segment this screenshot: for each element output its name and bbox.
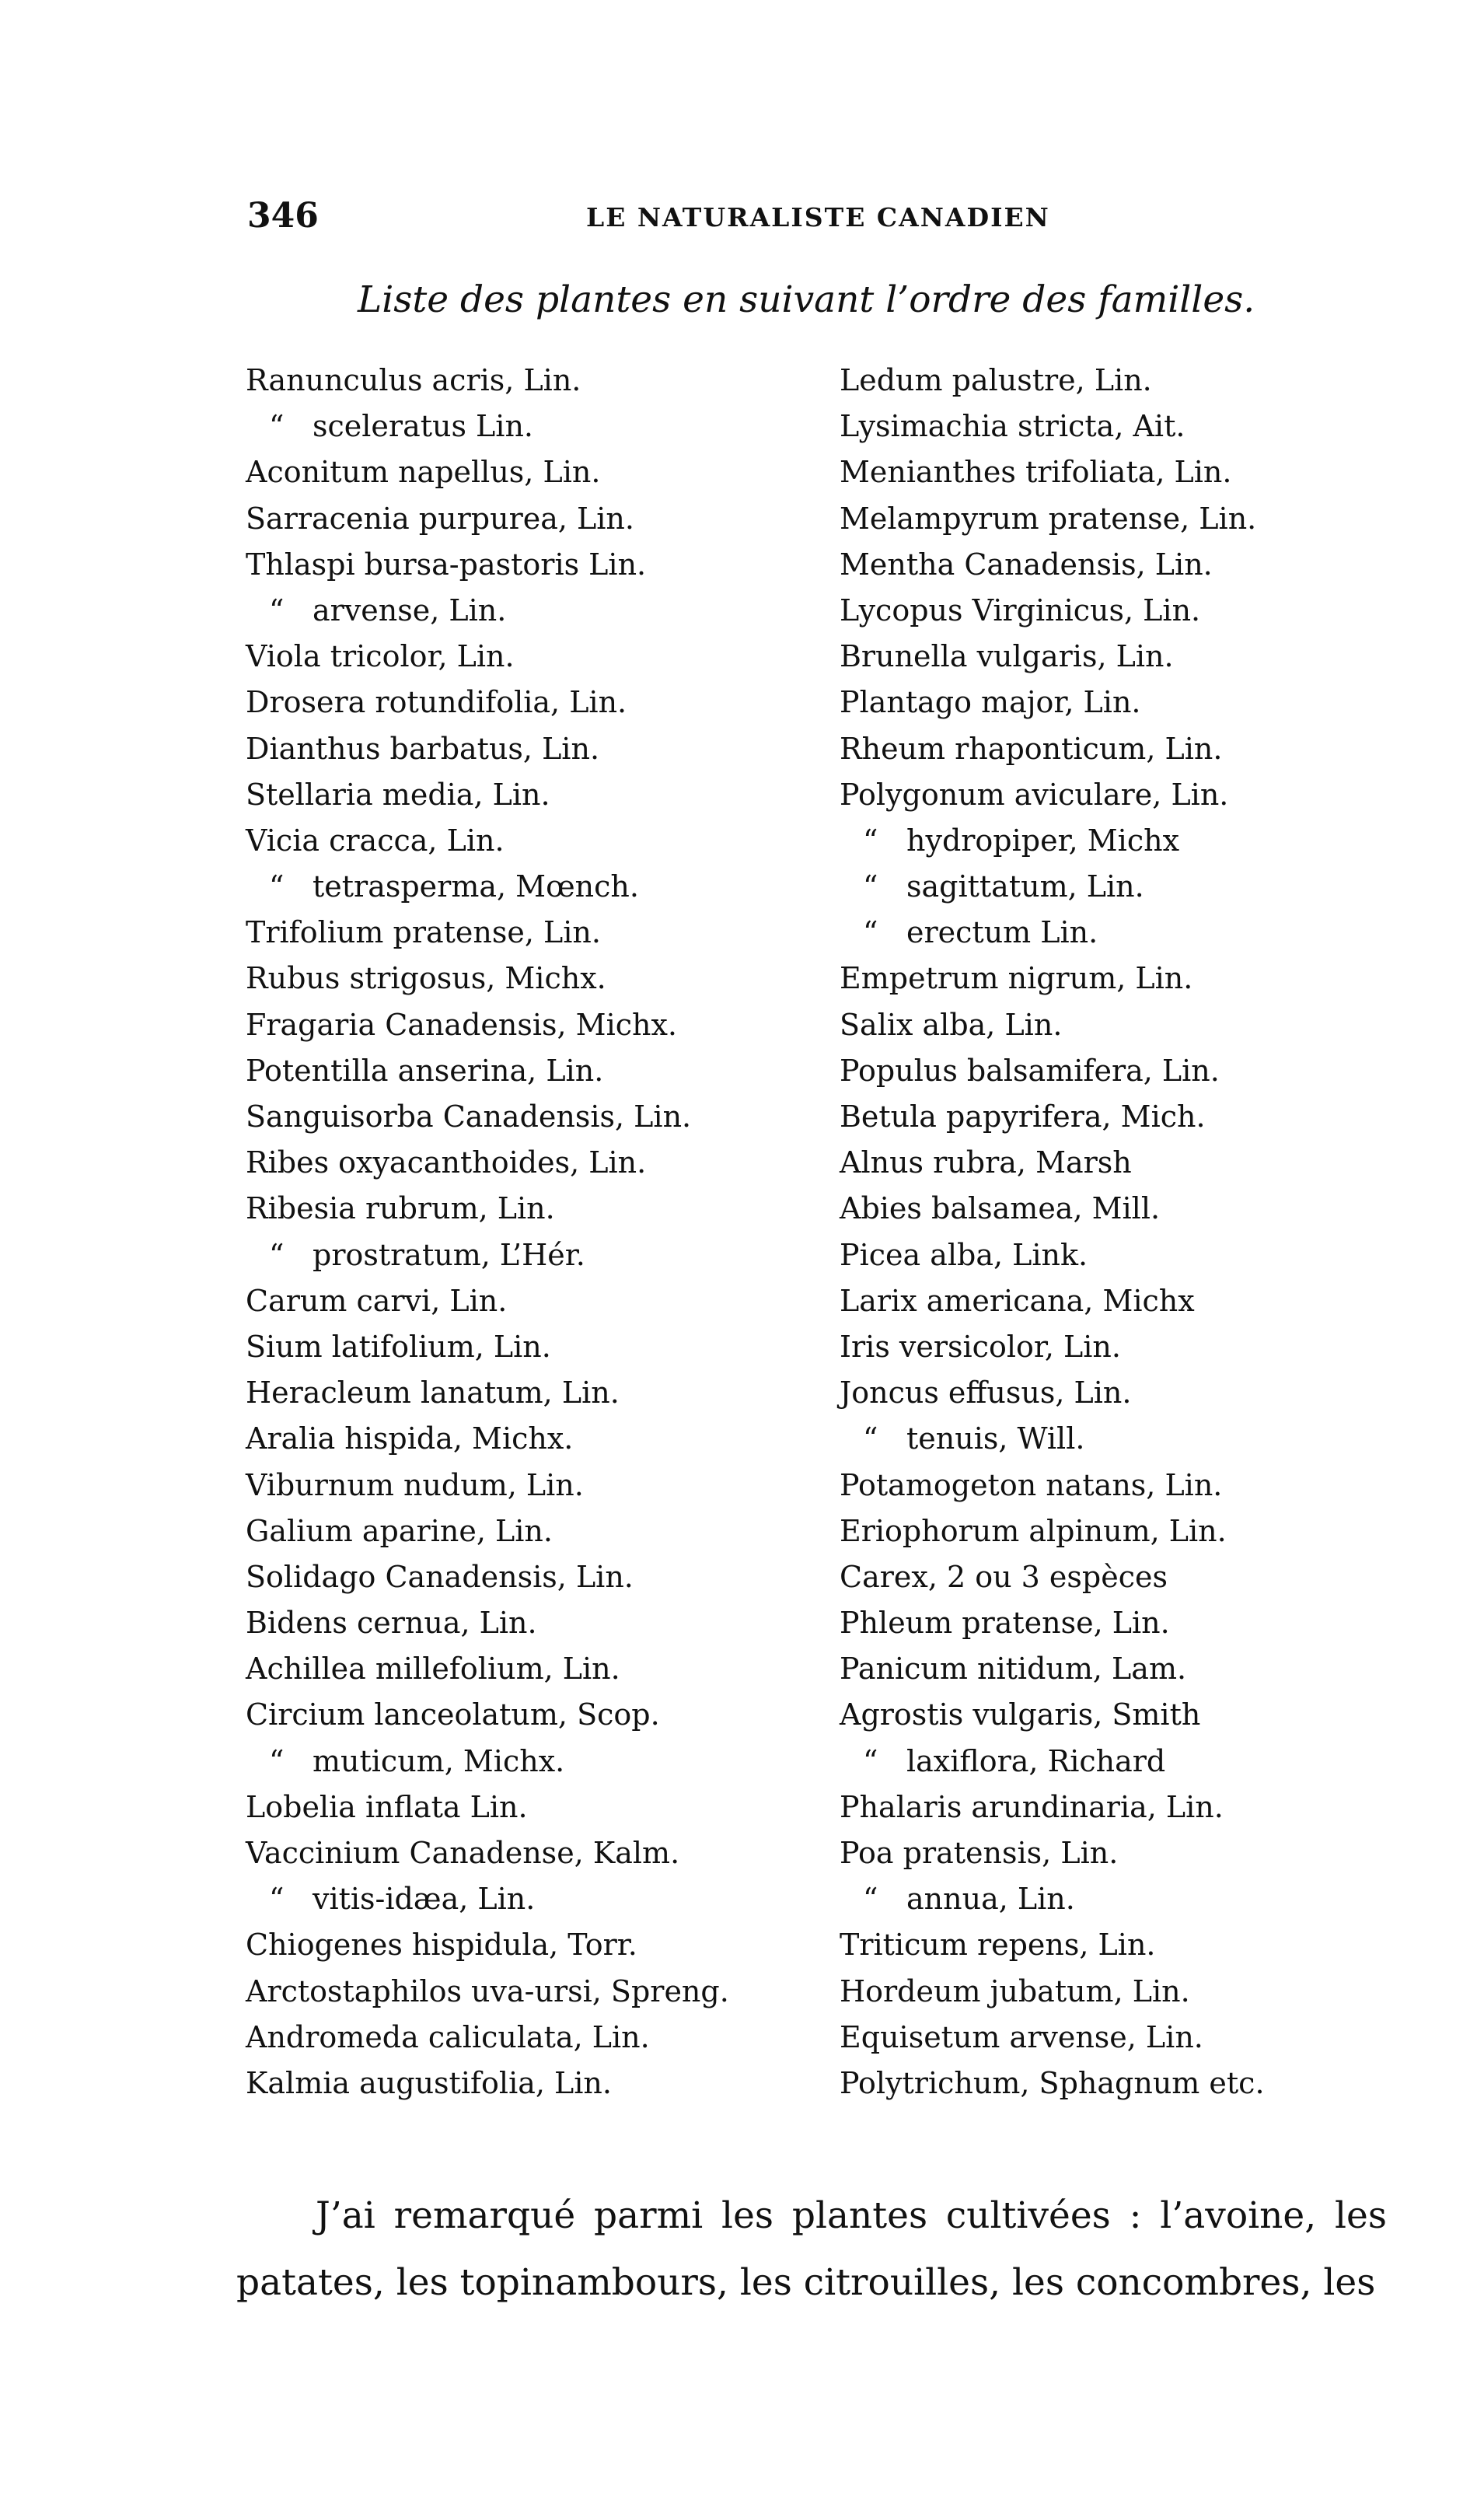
ditto-mark: “ — [863, 1421, 878, 1456]
plant-name: Sium latifolium, Lin. — [246, 1329, 551, 1364]
plant-name: tenuis, Will. — [906, 1421, 1085, 1456]
plant-name: Agrostis vulgaris, Smith — [840, 1697, 1201, 1732]
plant-entry — [840, 2061, 1265, 2106]
plant-entry — [840, 588, 1265, 634]
plant-entry — [840, 1094, 1265, 1140]
plant-name: Polytrichum, Sphagnum etc. — [840, 2065, 1265, 2100]
plant-name: Sarracenia purpurea, Lin. — [246, 501, 634, 536]
plant-entry — [840, 1186, 1265, 1232]
plant-name: Ribes oxyacanthoides, Lin. — [246, 1145, 647, 1180]
plant-entry — [246, 910, 729, 956]
plant-name: Abies balsamea, Mill. — [840, 1191, 1161, 1226]
plant-entry — [246, 864, 729, 910]
ditto-mark: “ — [269, 869, 285, 904]
plant-entry — [246, 2015, 729, 2061]
plant-entry — [246, 1002, 729, 1048]
plant-name: Empetrum nigrum, Lin. — [840, 961, 1193, 996]
plant-name: sceleratus Lin. — [313, 409, 533, 444]
plant-entry — [246, 1785, 729, 1830]
plant-entry — [246, 1830, 729, 1876]
plant-name: hydropiper, Michx — [906, 823, 1179, 858]
plant-name: Arctostaphilos uva-ursi, Spreng. — [246, 1973, 729, 2008]
ditto-mark: “ — [863, 1882, 878, 1917]
plant-entry — [246, 818, 729, 864]
plant-entry — [840, 1140, 1265, 1186]
plant-entry — [840, 1048, 1265, 1094]
plant-entry — [246, 956, 729, 1002]
plant-name: Menianthes trifoliata, Lin. — [840, 455, 1232, 490]
plant-name: Polygonum aviculare, Lin. — [840, 777, 1229, 812]
plant-name: Kalmia augustifolia, Lin. — [246, 2065, 612, 2100]
plant-entry — [246, 588, 729, 634]
plant-entry — [840, 358, 1265, 404]
plant-name: Viola tricolor, Lin. — [246, 639, 515, 674]
plant-entry — [840, 1922, 1265, 1968]
plant-name: Triticum repens, Lin. — [840, 1928, 1156, 1963]
plant-entry — [246, 2061, 729, 2106]
plant-name: Solidago Canadensis, Lin. — [246, 1559, 634, 1594]
plant-name: Joncus effusus, Lin. — [840, 1376, 1132, 1411]
ditto-mark: “ — [863, 1743, 878, 1778]
plant-name: Aconitum napellus, Lin. — [246, 455, 601, 490]
ditto-mark: “ — [269, 409, 285, 444]
plant-entry — [840, 956, 1265, 1002]
plant-name: Ledum palustre, Lin. — [840, 363, 1152, 397]
plant-name: Lobelia inflata Lin. — [246, 1789, 528, 1824]
plant-entry — [246, 1922, 729, 1968]
plant-entry — [840, 634, 1265, 680]
plant-entry — [246, 634, 729, 680]
plant-entry — [840, 2015, 1265, 2061]
plant-name: Potentilla anserina, Lin. — [246, 1053, 604, 1088]
plant-name: Chiogenes hispidula, Torr. — [246, 1928, 637, 1963]
plant-entry — [840, 864, 1265, 910]
plant-entry — [840, 1463, 1265, 1508]
plant-name: Potamogeton natans, Lin. — [840, 1467, 1223, 1502]
plant-name: Galium aparine, Lin. — [246, 1513, 553, 1548]
plant-entry — [246, 404, 729, 449]
plant-name: Equisetum arvense, Lin. — [840, 2019, 1203, 2054]
plant-entry — [840, 1876, 1265, 1922]
plant-entry — [246, 680, 729, 725]
plant-entry — [840, 496, 1265, 542]
plant-entry — [840, 542, 1265, 588]
plant-entry — [840, 1830, 1265, 1876]
plant-entry — [246, 1140, 729, 1186]
plant-entry — [246, 542, 729, 588]
plant-entry — [246, 1508, 729, 1554]
plant-name: Rheum rhaponticum, Lin. — [840, 731, 1223, 766]
plant-name: Mentha Canadensis, Lin. — [840, 547, 1213, 582]
ditto-mark: “ — [863, 823, 878, 858]
plant-name: Eriophorum alpinum, Lin. — [840, 1513, 1227, 1548]
ditto-mark: “ — [269, 1237, 285, 1272]
plant-entry — [246, 1370, 729, 1416]
plant-name: Larix americana, Michx — [840, 1283, 1195, 1318]
plant-name: Heracleum lanatum, Lin. — [246, 1376, 620, 1411]
page-number: 346 — [247, 196, 319, 236]
plant-entry — [840, 1232, 1265, 1278]
plant-entry — [840, 1416, 1265, 1462]
plant-name: Alnus rubra, Marsh — [840, 1145, 1132, 1180]
plant-entry — [246, 1739, 729, 1785]
plant-entry — [246, 1416, 729, 1462]
plant-name: Brunella vulgaris, Lin. — [840, 639, 1174, 674]
ditto-mark: “ — [863, 869, 878, 904]
ditto-mark: “ — [863, 915, 878, 950]
plant-entry — [840, 1002, 1265, 1048]
plant-name: Poa pratensis, Lin. — [840, 1836, 1119, 1870]
page-header — [247, 196, 1126, 250]
plant-entry — [840, 910, 1265, 956]
plant-name: Stellaria media, Lin. — [246, 777, 550, 812]
plant-name: Dianthus barbatus, Lin. — [246, 731, 600, 766]
plant-entry — [246, 772, 729, 818]
plant-name: Phalaris arundinaria, Lin. — [840, 1789, 1224, 1824]
plant-entry — [840, 449, 1265, 495]
plant-name: Melampyrum pratense, Lin. — [840, 501, 1257, 536]
plant-entry — [840, 818, 1265, 864]
plant-name: Plantago major, Lin. — [840, 685, 1141, 720]
plant-name: Fragaria Canadensis, Michx. — [246, 1007, 678, 1042]
plant-name: arvense, Lin. — [313, 593, 507, 627]
plant-name: Aralia hispida, Michx. — [246, 1421, 574, 1456]
plant-entry — [246, 726, 729, 772]
plant-name: annua, Lin. — [906, 1882, 1075, 1917]
plant-entry — [246, 1600, 729, 1646]
plant-entry — [246, 496, 729, 542]
plant-name: erectum Lin. — [906, 915, 1098, 950]
plant-entry — [840, 1785, 1265, 1830]
plant-entry — [840, 1969, 1265, 2015]
plant-name: Ribesia rubrum, Lin. — [246, 1191, 555, 1226]
plant-name: sagittatum, Lin. — [906, 869, 1144, 904]
plant-entry — [246, 1278, 729, 1324]
plant-entry — [840, 404, 1265, 449]
plant-entry — [840, 1646, 1265, 1692]
plant-name: Andromeda caliculata, Lin. — [246, 2019, 650, 2054]
plant-list-right-column — [840, 358, 1265, 2106]
plant-entry — [840, 1554, 1265, 1600]
plant-name: Rubus strigosus, Michx. — [246, 961, 606, 996]
plant-name: Trifolium pratense, Lin. — [246, 915, 601, 950]
plant-name: Panicum nitidum, Lam. — [840, 1652, 1187, 1687]
plant-name: tetrasperma, Mœnch. — [313, 869, 639, 904]
plant-entry — [246, 1692, 729, 1738]
plant-entry — [246, 1324, 729, 1370]
plant-entry — [840, 1692, 1265, 1738]
plant-entry — [246, 1646, 729, 1692]
plant-name: Thlaspi bursa-pastoris Lin. — [246, 547, 647, 582]
plant-entry — [246, 1554, 729, 1600]
plant-name: vitis-idæa, Lin. — [313, 1882, 536, 1917]
ditto-mark: “ — [269, 593, 285, 627]
plant-entry — [840, 1739, 1265, 1785]
plant-name: prostratum, L’Hér. — [313, 1237, 585, 1272]
plant-entry — [246, 1969, 729, 2015]
plant-name: muticum, Michx. — [313, 1743, 565, 1778]
plant-entry — [246, 1232, 729, 1278]
plant-entry — [840, 1508, 1265, 1554]
plant-name: Bidens cernua, Lin. — [246, 1606, 537, 1641]
plant-entry — [246, 1463, 729, 1508]
plant-entry — [246, 358, 729, 404]
plant-name: Circium lanceolatum, Scop. — [246, 1697, 660, 1732]
plant-entry — [840, 1370, 1265, 1416]
plant-name: Iris versicolor, Lin. — [840, 1329, 1121, 1364]
plant-entry — [246, 449, 729, 495]
plant-entry — [840, 772, 1265, 818]
plant-name: Achillea millefolium, Lin. — [246, 1652, 620, 1687]
plant-entry — [840, 726, 1265, 772]
plant-name: Betula papyrifera, Mich. — [840, 1099, 1206, 1134]
plant-name: Sanguisorba Canadensis, Lin. — [246, 1099, 692, 1134]
plant-list-left-column — [246, 358, 729, 2106]
plant-name: Vaccinium Canadense, Kalm. — [246, 1836, 680, 1870]
plant-name: Carum carvi, Lin. — [246, 1283, 508, 1318]
closing-paragraph — [236, 2183, 1387, 2316]
plant-entry — [840, 1600, 1265, 1646]
ditto-mark: “ — [269, 1882, 285, 1917]
plant-name: Lycopus Virginicus, Lin. — [840, 593, 1201, 627]
plant-name: Viburnum nudum, Lin. — [246, 1467, 584, 1502]
list-title: Liste des plantes en suivant l’ordre des familles. — [358, 278, 1255, 321]
plant-entry — [840, 680, 1265, 725]
plant-name: Picea alba, Link. — [840, 1237, 1088, 1272]
plant-name: Populus balsamifera, Lin. — [840, 1053, 1220, 1088]
plant-entry — [840, 1324, 1265, 1370]
plant-entry — [246, 1186, 729, 1232]
plant-entry — [840, 1278, 1265, 1324]
plant-name: laxiflora, Richard — [906, 1743, 1166, 1778]
plant-entry — [246, 1094, 729, 1140]
plant-name: Salix alba, Lin. — [840, 1007, 1063, 1042]
plant-name: Ranunculus acris, Lin. — [246, 363, 581, 397]
running-title: LE NATURALISTE CANADIEN — [586, 202, 1050, 232]
ditto-mark: “ — [269, 1743, 285, 1778]
plant-name: Hordeum jubatum, Lin. — [840, 1973, 1190, 2008]
plant-name: Phleum pratense, Lin. — [840, 1606, 1170, 1641]
plant-name: Drosera rotundifolia, Lin. — [246, 685, 627, 720]
closing-paragraph-text: J’ai remarqué parmi les plantes cultivées : l’avoine, les patates, les topinambours, les citrouilles, les concombres, les — [236, 2194, 1387, 2304]
plant-entry — [246, 1048, 729, 1094]
plant-name: Vicia cracca, Lin. — [246, 823, 505, 858]
plant-entry — [246, 1876, 729, 1922]
plant-name: Lysimachia stricta, Ait. — [840, 409, 1185, 444]
plant-name: Carex, 2 ou 3 espèces — [840, 1559, 1168, 1594]
